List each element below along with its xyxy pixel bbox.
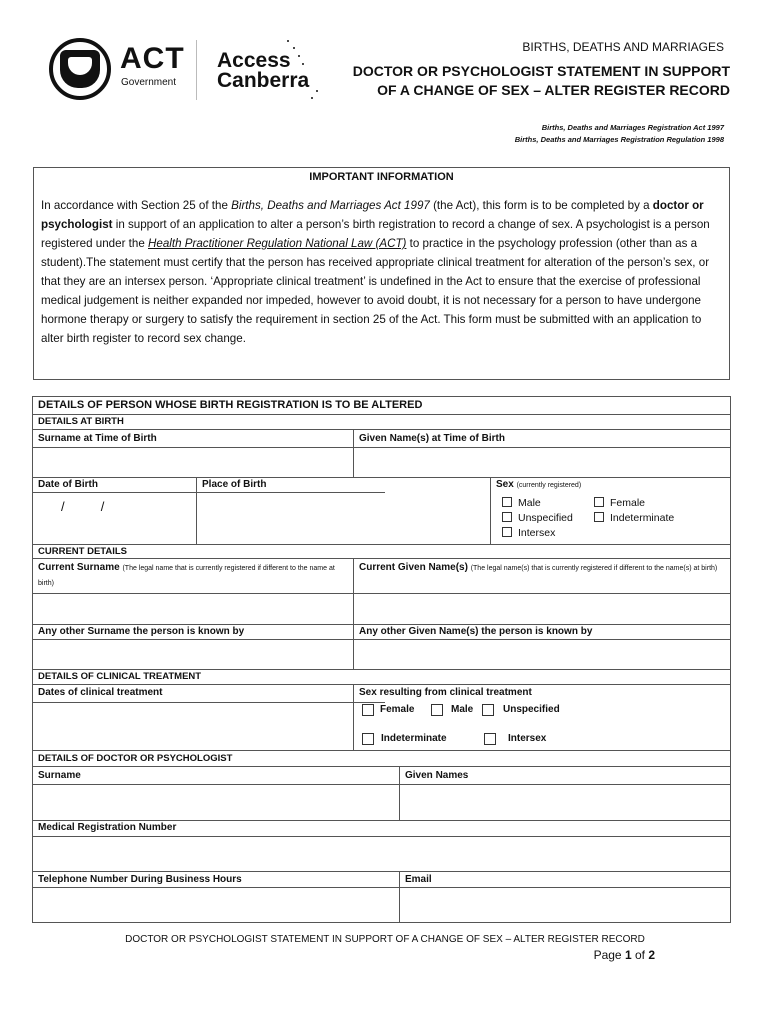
sex-female-checkbox[interactable]	[594, 497, 604, 507]
sex-label-text: Sex	[496, 479, 514, 490]
clinical-female-checkbox[interactable]	[362, 704, 374, 716]
current-surname-note: (The legal name that is currently registered if different to the name at birth)	[38, 565, 335, 587]
legislation-regulation: Births, Deaths and Marriages Registration Regulation 1998	[514, 135, 724, 144]
row-divider	[33, 558, 730, 559]
logo-dot	[298, 55, 300, 57]
doctor-surname-label: Surname	[38, 770, 81, 781]
other-given-names-field[interactable]	[354, 640, 730, 668]
clinical-unspecified-label: Unspecified	[503, 704, 560, 715]
clinical-sex-label: Sex resulting from clinical treatment	[359, 687, 532, 698]
details-at-birth-heading: DETAILS AT BIRTH	[38, 416, 124, 427]
act-logo-text: ACT	[120, 42, 185, 75]
current-surname-field[interactable]	[34, 594, 352, 623]
sex-indeterminate-label: Indeterminate	[610, 512, 675, 524]
row-divider	[33, 684, 730, 685]
clinical-intersex-label: Intersex	[508, 733, 547, 744]
column-divider	[353, 684, 354, 750]
act-government-seal-logo	[49, 38, 111, 100]
clinical-dates-field[interactable]	[34, 703, 352, 749]
current-details-heading: CURRENT DETAILS	[38, 546, 128, 557]
footer-form-title: DOCTOR OR PSYCHOLOGIST STATEMENT IN SUPPORT OF A CHANGE OF SEX – ALTER REGISTER RECORD	[125, 934, 645, 945]
medical-registration-label: Medical Registration Number	[38, 822, 177, 833]
clinical-indeterminate-label: Indeterminate	[381, 733, 447, 744]
sex-unspecified-checkbox[interactable]	[502, 512, 512, 522]
sex-label	[496, 479, 581, 492]
important-information-box	[33, 167, 730, 380]
doctor-details-heading: DETAILS OF DOCTOR OR PSYCHOLOGIST	[38, 753, 233, 764]
clinical-dates-label: Dates of clinical treatment	[38, 687, 163, 698]
sex-female-label: Female	[610, 497, 646, 509]
row-divider	[33, 544, 730, 545]
row-divider	[33, 669, 730, 670]
current-given-names-note: (The legal name(s) that is currently registered if different to the name(s) at birth)	[470, 565, 718, 572]
sex-indeterminate-checkbox[interactable]	[594, 512, 604, 522]
clinical-female-label: Female	[380, 704, 415, 715]
clinical-indeterminate-checkbox[interactable]	[362, 733, 374, 745]
email-label: Email	[405, 874, 432, 885]
logo-dot	[302, 63, 304, 65]
application-form-table	[32, 396, 731, 923]
place-of-birth-field[interactable]	[197, 478, 489, 543]
column-divider	[490, 477, 491, 544]
logo-dot	[316, 90, 318, 92]
current-page: 1	[624, 948, 632, 962]
row-divider	[33, 820, 730, 821]
clinical-unspecified-checkbox[interactable]	[482, 704, 494, 716]
medical-registration-field[interactable]	[34, 837, 730, 870]
row-divider	[33, 750, 730, 751]
doctor-or-psychologist-bold: doctor or psychologist	[41, 199, 704, 231]
important-information-text	[41, 196, 721, 348]
other-surname-field[interactable]	[34, 640, 352, 668]
logo-dot	[293, 47, 295, 49]
act-logo-subtitle: Government	[121, 77, 177, 88]
telephone-field[interactable]	[34, 888, 398, 922]
row-divider	[33, 871, 730, 872]
current-given-names-label-text: Current Given Name(s)	[359, 562, 468, 573]
current-given-names-field[interactable]	[354, 594, 730, 623]
place-of-birth-label: Place of Birth	[202, 479, 267, 490]
clinical-treatment-heading: DETAILS OF CLINICAL TREATMENT	[38, 671, 202, 682]
sex-intersex-checkbox[interactable]	[502, 527, 512, 537]
act-name-italic: Births, Deaths and Marriages Act 1997	[231, 199, 430, 212]
given-names-at-birth-label: Given Name(s) at Time of Birth	[359, 433, 505, 444]
doctor-surname-field[interactable]	[34, 785, 398, 819]
important-information-heading: IMPORTANT INFORMATION	[309, 171, 454, 183]
sex-unspecified-label: Unspecified	[518, 512, 573, 524]
agency-name: BIRTHS, DEATHS AND MARRIAGES	[522, 40, 724, 54]
legislation-references	[515, 122, 724, 146]
row-divider	[33, 624, 730, 625]
person-details-heading: DETAILS OF PERSON WHOSE BIRTH REGISTRATION IS TO BE ALTERED	[38, 399, 423, 411]
total-pages: 2	[648, 948, 655, 962]
row-divider	[33, 414, 730, 415]
info-text-part: to practice in the psychology profession (other than as a student).The statement must certify that the person has received appropriate clinical treatment for alteration of the person’s sex, or that they are an intersex person. ‘Appropriate clinical treatment’ is undefined in the Act to ensure that the exercise of professional medical judgement is neither expanded nor impeded, however to avoid doubt, it is not necessary for a person to have undergone hormone therapy or surgery to satisfy the requirement in section 25 of the Act. This form must be submitted with an application to alter birth register to record sex change.	[41, 237, 710, 345]
current-given-names-label	[359, 561, 725, 576]
clinical-intersex-checkbox[interactable]	[484, 733, 496, 745]
page-prefix: Page	[593, 948, 625, 962]
sex-label-note: (currently registered)	[516, 482, 582, 489]
legislation-act: Births, Deaths and Marriages Registration Act 1997	[541, 123, 724, 132]
doctor-given-names-label: Given Names	[405, 770, 469, 781]
date-separators: / /	[61, 499, 105, 514]
email-field[interactable]	[400, 888, 730, 922]
access-canberra-logo-line1: Access	[217, 49, 291, 72]
telephone-label: Telephone Number During Business Hours	[38, 874, 242, 885]
page-number	[594, 948, 655, 962]
sex-male-label: Male	[518, 497, 541, 509]
sex-intersex-label: Intersex	[518, 527, 556, 539]
page-of: of	[631, 948, 649, 962]
sex-male-checkbox[interactable]	[502, 497, 512, 507]
access-canberra-logo-line2: Canberra	[217, 69, 310, 92]
other-given-names-label: Any other Given Name(s) the person is known by	[359, 626, 593, 637]
logo-divider	[196, 40, 197, 100]
surname-at-birth-label: Surname at Time of Birth	[38, 433, 157, 444]
info-text-part: in support of an application to alter a person’s birth registration to record a change of sex. A psychologist is a person registered under the	[41, 218, 710, 250]
doctor-given-names-field[interactable]	[400, 785, 730, 819]
form-title: DOCTOR OR PSYCHOLOGIST STATEMENT IN SUPPORT OF A CHANGE OF SEX – ALTER REGISTER RECORD	[352, 63, 730, 98]
other-surname-label: Any other Surname the person is known by	[38, 626, 245, 637]
clinical-male-label: Male	[451, 704, 474, 715]
national-law-link[interactable]: Health Practitioner Regulation National Law (ACT)	[148, 237, 407, 250]
surname-at-birth-field[interactable]	[34, 448, 352, 476]
info-text-part: In accordance with Section 25 of the	[41, 199, 232, 212]
info-text-part: (the Act), this form is to be completed by a	[429, 199, 653, 212]
row-divider	[33, 766, 730, 767]
current-surname-label	[38, 561, 343, 591]
date-of-birth-field[interactable]	[34, 493, 195, 543]
logo-dot	[287, 40, 289, 42]
logo-dot	[311, 97, 313, 99]
clinical-male-checkbox[interactable]	[431, 704, 443, 716]
given-names-at-birth-field[interactable]	[354, 448, 730, 476]
row-divider	[33, 429, 730, 430]
current-surname-label-text: Current Surname	[38, 562, 120, 573]
date-of-birth-label: Date of Birth	[38, 479, 98, 490]
